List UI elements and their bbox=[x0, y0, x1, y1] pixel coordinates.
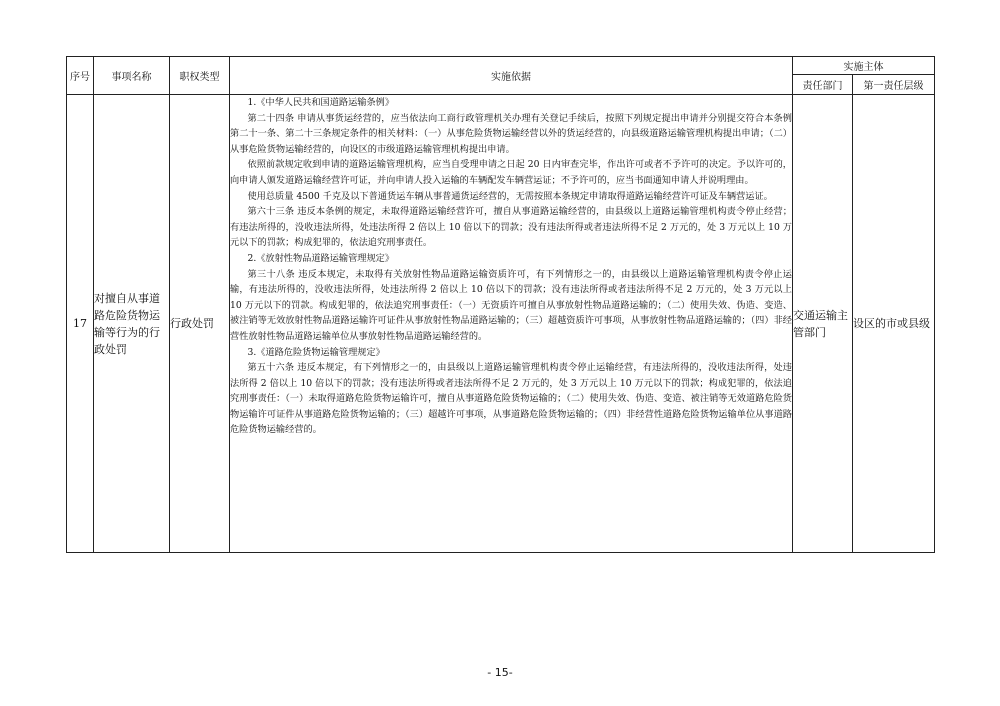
header-seq: 序号 bbox=[67, 57, 94, 95]
basis-paragraph: 3.《道路危险货物运输管理规定》 bbox=[247, 346, 385, 358]
page-number: - 15- bbox=[487, 666, 513, 679]
row-seq: 17 bbox=[67, 95, 94, 553]
basis-paragraph: 依照前款规定收到申请的道路运输管理机构，应当自受理申请之日起 20 日内审查完毕，作出许可或者不予许可的决定。予以许可的，向申请人颁发道路运输经营许可证，并向申请人投入运输的车辆配发车辆营运证；不予许可的，应当书面通知申请人并说明理由。 bbox=[230, 159, 792, 186]
row-power-type: 行政处罚 bbox=[170, 95, 230, 553]
table-row bbox=[67, 95, 935, 553]
header-item-name: 事项名称 bbox=[94, 57, 170, 95]
basis-paragraph: 第三十八条 违反本规定，未取得有关放射性物品道路运输资质许可，有下列情形之一的，由县级以上道路运输管理机构责令停止运输，有违法所得的，没收违法所得，处违法所得 2 倍以上 10 倍以下的罚款；没有违法所得或者违法所得不足 2 万元的，处 3 万元以上 10 万元以下的罚款。构成犯罪的，依法追究刑事责任：（一）无资质许可擅自从事放射性物品道路运输的；（二）使用失效、伪造、变造、被注销等无效放射性物品道路运输许可证件从事放射性物品道路运输的；（三）超越资质许可事项，从事放射性物品道路运输的；（四）非经营性放射性物品道路运输单位从事放射性物品道路运输经营的。 bbox=[230, 268, 792, 342]
header-dept: 责任部门 bbox=[793, 75, 853, 95]
basis-paragraph: 第二十四条 申请从事货运经营的，应当依法向工商行政管理机关办理有关登记手续后，按照下列规定提出申请并分别提交符合本条例第二十一条、第二十三条规定条件的相关材料：（一）从事危险货物运输经营以外的货运经营的，向县级道路运输管理机构提出申请；（二）从事危险货物运输经营的，向设区的市级道路运输管理机构提出申请。 bbox=[230, 112, 792, 155]
header-level: 第一责任层级 bbox=[853, 75, 935, 95]
row-item-name: 对擅自从事道路危险货物运输等行为的行政处罚 bbox=[94, 95, 170, 553]
row-level: 设区的市或县级 bbox=[853, 95, 935, 553]
basis-paragraph: 1.《中华人民共和国道路运输条例》 bbox=[247, 97, 395, 108]
basis-paragraph: 使用总质量 4500 千克及以下普通货运车辆从事普通货运经营的，无需按照本条规定申请取得道路运输经营许可证及车辆营运证。 bbox=[247, 190, 773, 202]
enforcement-table bbox=[66, 56, 935, 553]
header-power-type: 职权类型 bbox=[170, 57, 230, 95]
header-basis: 实施依据 bbox=[230, 57, 793, 95]
basis-paragraph: 第六十三条 违反本条例的规定，未取得道路运输经营许可，擅自从事道路运输经营的，由县级以上道路运输管理机构责令停止经营；有违法所得的，没收违法所得，处违法所得 2 倍以上 10 倍以下的罚款；没有违法所得或者违法所得不足 2 万元的，处 3 万元以上 10 万元以下的罚款；构成犯罪的，依法追究刑事责任。 bbox=[230, 206, 792, 249]
row-basis bbox=[230, 95, 793, 553]
basis-paragraph: 2.《放射性物品道路运输管理规定》 bbox=[247, 252, 395, 264]
row-dept: 交通运输主管部门 bbox=[793, 95, 853, 553]
header-subject: 实施主体 bbox=[793, 57, 935, 75]
basis-paragraph: 第五十六条 违反本规定，有下列情形之一的，由县级以上道路运输管理机构责令停止运输经营，有违法所得的，没收违法所得，处违法所得 2 倍以上 10 倍以下的罚款；没有违法所得或者违法所得不足 2 万元的，处 3 万元以上 10 万元以下的罚款；构成犯罪的，依法追究刑事责任：（一）未取得道路危险货物运输许可，擅自从事道路危险货物运输的；（二）使用失效、伪造、变造、被注销等无效道路危险货物运输许可证件从事道路危险货物运输的；（三）超越许可事项，从事道路危险货物运输的；（四）非经营性道路危险货物运输单位从事道路危险货物运输经营的。 bbox=[230, 362, 792, 436]
